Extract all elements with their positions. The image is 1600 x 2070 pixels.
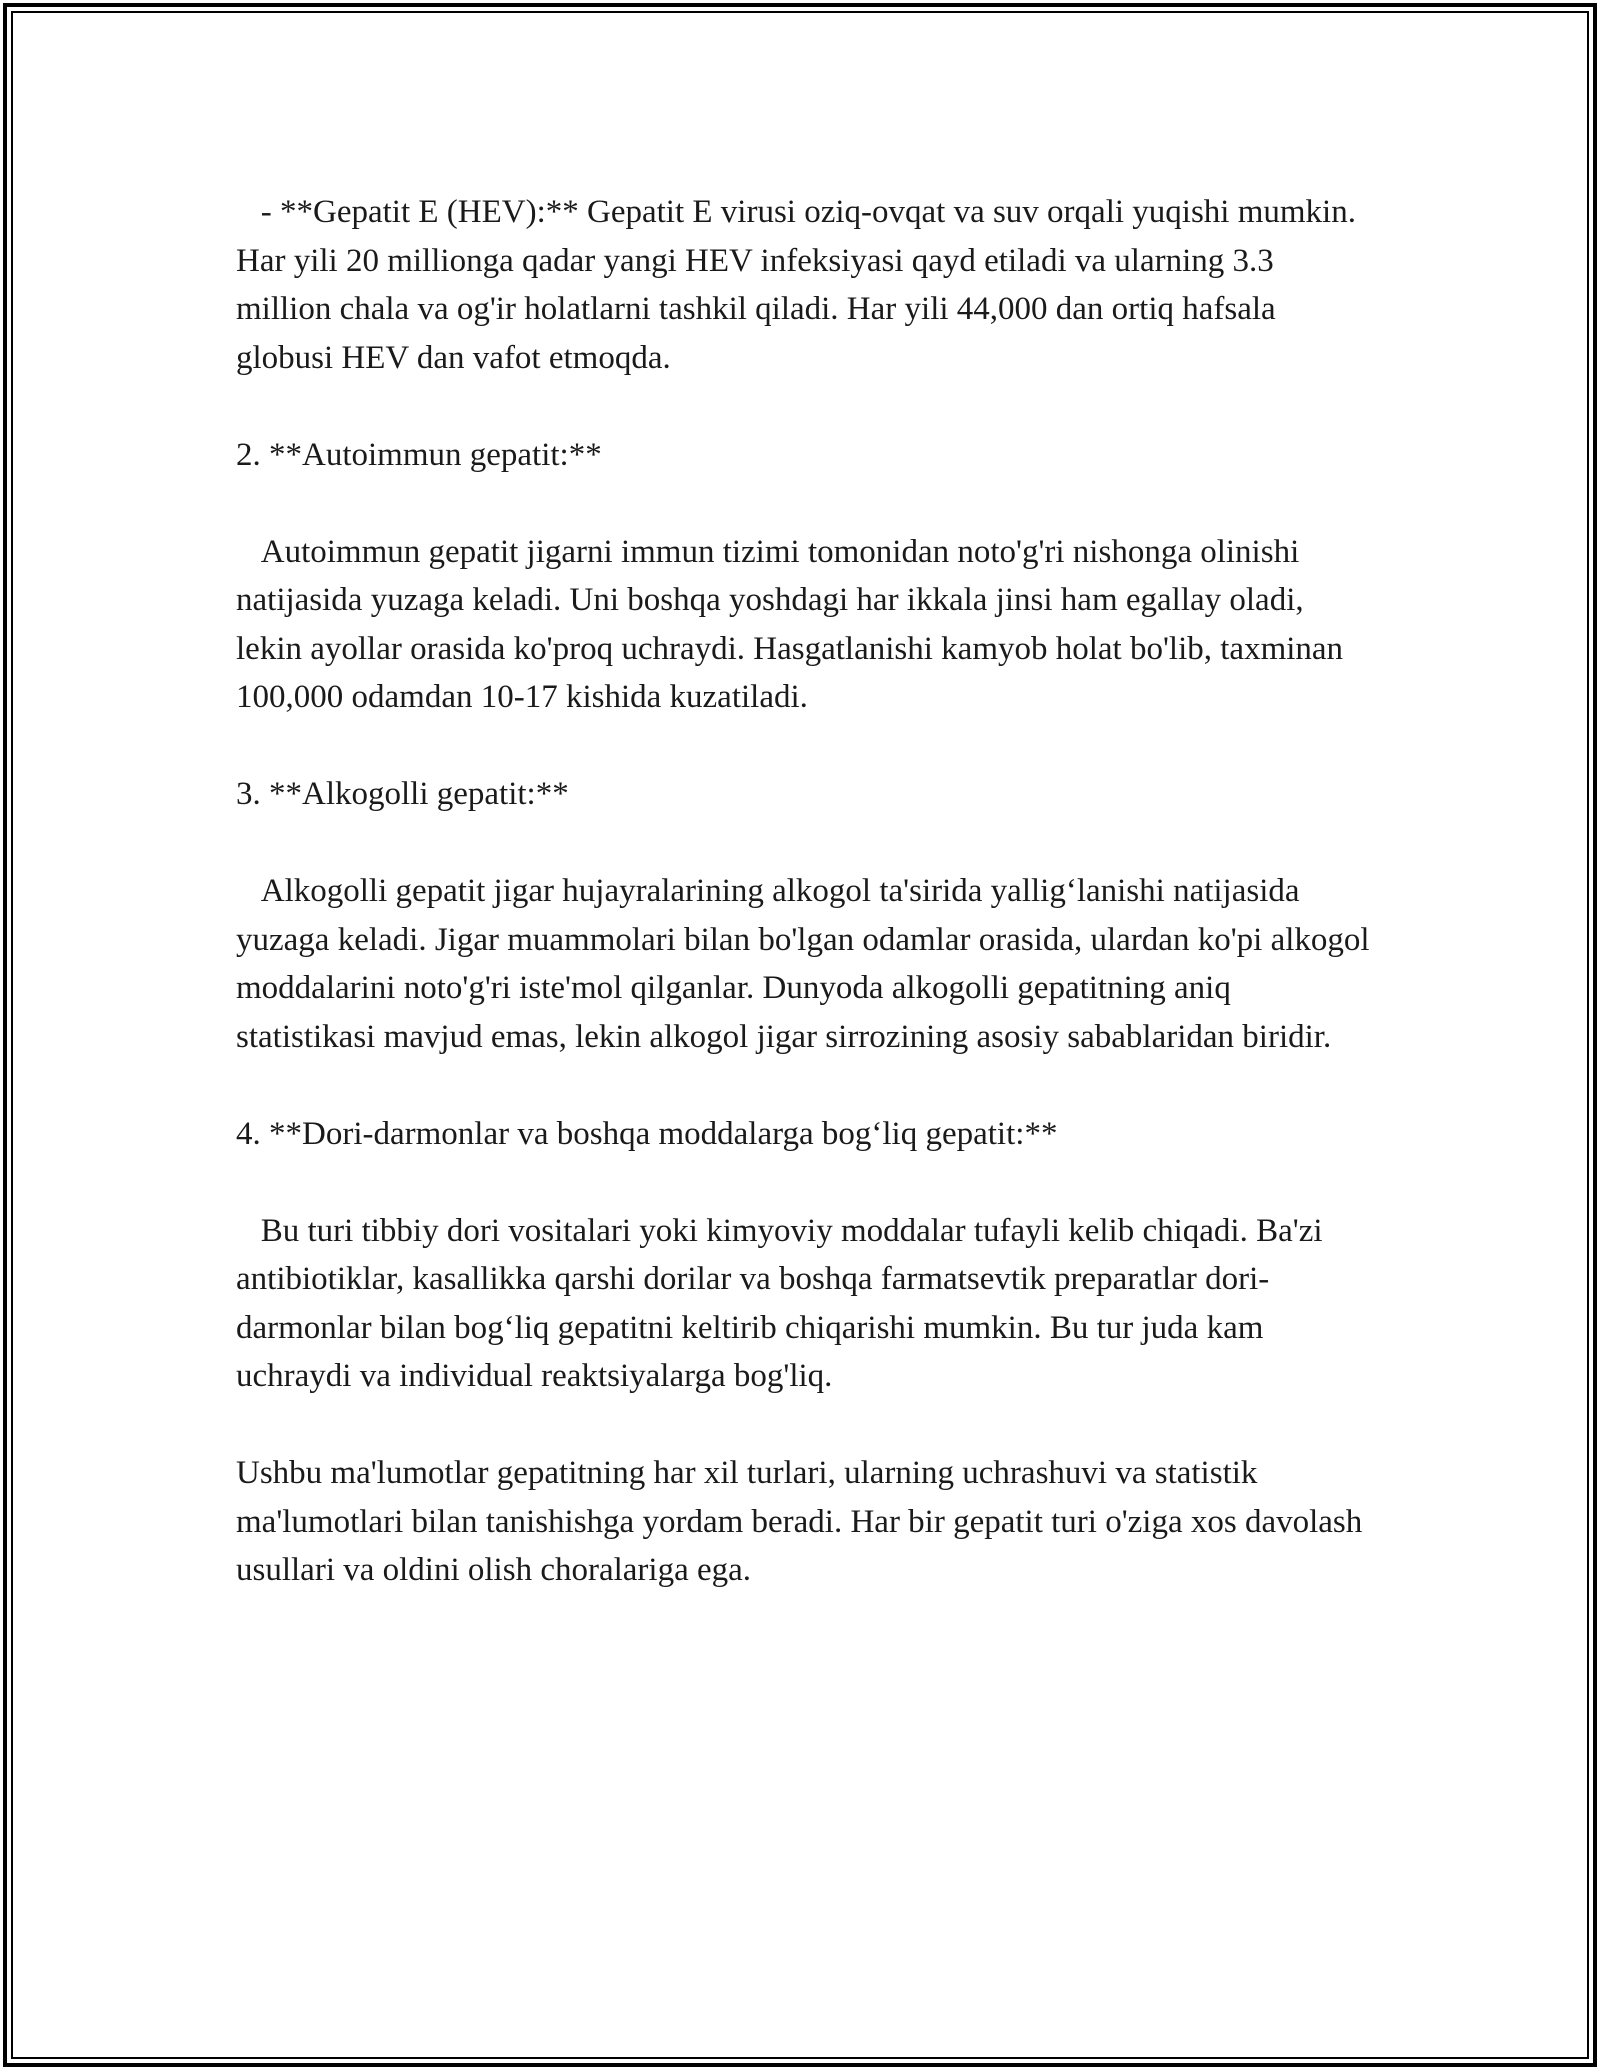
paragraph-alcoholic-hepatitis: Alkogolli gepatit jigar hujayralarining alkogol ta'sirida yallig‘lanishi natijasida yuzaga keladi. Jigar muammolari bilan bo'lgan odamlar orasida, ulardan ko'pi alkogol moddalarini noto'g'ri iste'mol qilganlar. Dunyoda alkogolli gepatitning aniq statistikasi mavjud emas, lekin alkogol jigar sirrozining asosiy sabablaridan biridir. bbox=[236, 873, 1378, 1055]
heading-drug-induced-hepatitis: 4. **Dori-darmonlar va boshqa moddalarga bog‘liq gepatit:** bbox=[236, 1115, 1058, 1152]
document-body bbox=[236, 188, 1376, 1595]
paragraph-autoimmune-hepatitis: Autoimmun gepatit jigarni immun tizimi tomonidan noto'g'ri nishonga olinishi natijasida yuzaga keladi. Uni boshqa yoshdagi har ikkala jinsi ham egallay oladi, lekin ayollar orasida ko'proq uchraydi. Hasgatlanishi kamyob holat bo'lib, taxminan 100,000 odamdan 10-17 kishida kuzatiladi. bbox=[236, 533, 1352, 715]
paragraph-hepatitis-e: - **Gepatit E (HEV):** Gepatit E virusi oziq-ovqat va suv orqali yuqishi mumkin. Har yili 20 millionga qadar yangi HEV infeksiyasi qayd etiladi va ularning 3.3 million chala va og'ir holatlarni tashkil qiladi. Har yili 44,000 dan ortiq hafsala globusi HEV dan vafot etmoqda. bbox=[236, 194, 1365, 376]
paragraph-conclusion: Ushbu ma'lumotlar gepatitning har xil turlari, ularning uchrashuvi va statistik ma'lumotlari bilan tanishishga yordam beradi. Har bir gepatit turi o'ziga xos davolash usullari va oldini olish choralariga ega. bbox=[236, 1455, 1371, 1588]
paragraph-drug-induced-hepatitis: Bu turi tibbiy dori vositalari yoki kimyoviy moddalar tufayli kelib chiqadi. Ba'zi antibiotiklar, kasallikka qarshi dorilar va boshqa farmatsevtik preparatlar dori-darmonlar bilan bog‘liq gepatitni keltirib chiqarishi mumkin. Bu tur juda kam uchraydi va individual reaktsiyalarga bog'liq. bbox=[236, 1212, 1331, 1394]
heading-autoimmune-hepatitis: 2. **Autoimmun gepatit:** bbox=[236, 436, 602, 473]
heading-alcoholic-hepatitis: 3. **Alkogolli gepatit:** bbox=[236, 776, 569, 812]
